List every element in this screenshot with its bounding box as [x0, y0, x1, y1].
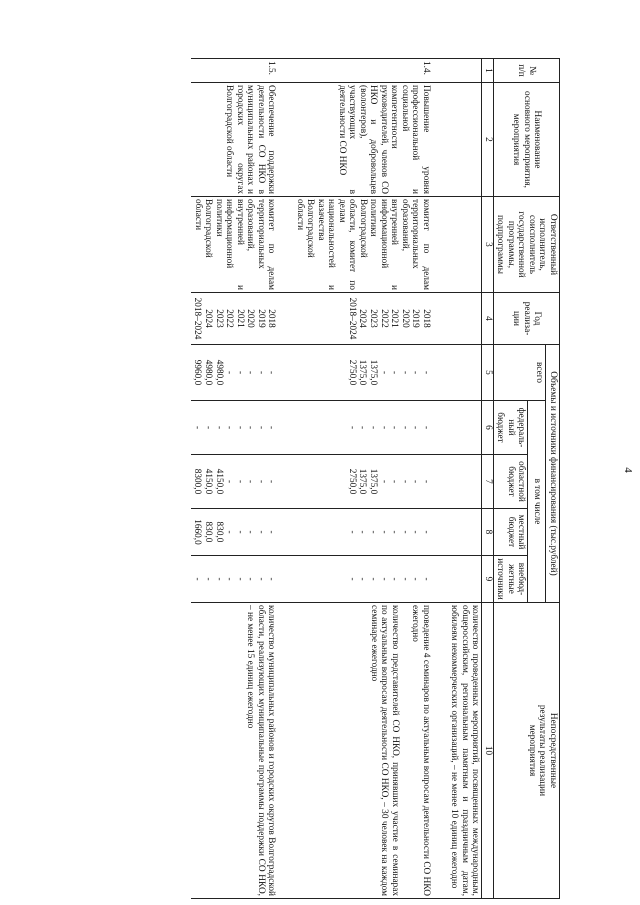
col-number: 9: [482, 556, 494, 603]
value-cell: -: [399, 479, 410, 484]
value-cell: -: [224, 530, 235, 534]
year-cell: 2021: [234, 309, 245, 328]
value-cell: -: [234, 370, 245, 375]
value-cell: -: [378, 479, 389, 484]
value-cell: -: [346, 530, 357, 534]
value-cell: -: [389, 370, 400, 375]
result-text: количество представителей СО НКО, принявших участие в семинарах по актуальным вопросам деятельности СО НКО, – 30 человек на каждом семинаре ежегодно: [369, 605, 400, 897]
value-cell: 830,0: [202, 521, 213, 543]
value-cell: 830,0: [213, 521, 224, 543]
value-cell: 1660,0: [192, 519, 203, 545]
value-cell: -: [213, 577, 224, 581]
value-cell: -: [192, 425, 203, 430]
year-cell: 2018–2024: [346, 297, 357, 340]
header-local: местный бюджет: [494, 509, 529, 556]
value-cell: -: [245, 530, 256, 534]
value-cell: -: [368, 530, 379, 534]
row-result: [191, 603, 278, 899]
value-cell: -: [255, 370, 266, 375]
program-table: [191, 58, 560, 899]
value-cell: -: [245, 425, 256, 430]
value-cell: -: [410, 577, 421, 581]
col-number: 3: [482, 197, 494, 293]
value-cell: -: [410, 530, 421, 534]
value-cell: -: [421, 370, 431, 375]
value-cell: -: [399, 530, 410, 534]
column-number-row: [482, 59, 494, 899]
row-num: 1.5.: [191, 59, 278, 83]
row-regional: [191, 455, 278, 509]
prev-result: количество проведенных мероприятий, посвященных международным, общероссийским, региональным памятным и праздничным датам, юбилеям некоммерческих организаций, – не менее 10 единиц ежегодно: [448, 603, 482, 899]
year-cell: 2019: [255, 309, 266, 328]
year-cell: 2024: [357, 309, 368, 328]
value-cell: -: [224, 479, 235, 484]
value-cell: 1375,0: [368, 359, 379, 386]
header-num: № п/п: [494, 59, 560, 83]
year-cell: 2023: [213, 309, 224, 328]
year-cell: 2022: [224, 309, 235, 328]
row-local: [294, 509, 433, 556]
value-cell: -: [234, 577, 245, 581]
value-cell: -: [202, 577, 213, 581]
value-cell: 4980,0: [213, 359, 224, 386]
value-cell: -: [357, 577, 368, 581]
value-cell: 4150,0: [213, 468, 224, 495]
row-extra: [191, 556, 278, 603]
year-cell: 2020: [245, 309, 256, 328]
value-cell: -: [234, 479, 245, 484]
table-row: [294, 59, 433, 899]
value-cell: -: [368, 577, 379, 581]
value-cell: -: [357, 425, 368, 430]
value-cell: -: [378, 577, 389, 581]
row-years: [191, 293, 278, 345]
header-funding: Объемы и источники финансирования (тыс.рублей): [546, 345, 560, 603]
value-cell: -: [224, 577, 235, 581]
col-number: 1: [482, 59, 494, 83]
value-cell: -: [389, 479, 400, 484]
header-result: Непосредственные результаты реализации мероприятия: [494, 603, 560, 899]
row-total: [294, 345, 433, 401]
value-cell: -: [224, 425, 235, 430]
header-regional: областной бюджет: [494, 455, 529, 509]
col-number: 8: [482, 509, 494, 556]
value-cell: -: [245, 479, 256, 484]
header-incl: в том числе: [528, 401, 546, 603]
header-total: всего: [494, 345, 547, 401]
header-extra: внебюд- жетные источники: [494, 556, 529, 603]
row-federal: [294, 401, 433, 455]
row-result: [294, 603, 433, 899]
header-federal: федераль- ный бюджет: [494, 401, 529, 455]
year-cell: 2018–2024: [192, 297, 203, 340]
row-regional: [294, 455, 433, 509]
value-cell: -: [399, 425, 410, 430]
value-cell: 1375,0: [357, 468, 368, 495]
value-cell: -: [410, 370, 421, 375]
value-cell: -: [421, 577, 431, 581]
value-cell: -: [357, 530, 368, 534]
year-cell: 2018: [421, 309, 431, 328]
value-cell: -: [378, 530, 389, 534]
row-name: Повышение уровня профессиональной и социальной компетентности руководителей, членов СО НКО и добровольцев (волонтеров), участвующих в деятельности СО НКО: [294, 83, 433, 197]
header-year: Год реализа- ции: [494, 293, 560, 345]
value-cell: 1375,0: [368, 468, 379, 495]
value-cell: -: [192, 577, 203, 581]
value-cell: -: [346, 577, 357, 581]
row-executor: комитет по делам территориальных образований, внутренней и информационной политики Волгоградской области: [191, 197, 278, 293]
value-cell: 1375,0: [357, 359, 368, 386]
value-cell: -: [255, 577, 266, 581]
header-name: Наименование основного мероприятия, мероприятия: [494, 83, 560, 197]
row-local: [191, 509, 278, 556]
col-number: 4: [482, 293, 494, 345]
value-cell: -: [255, 479, 266, 484]
value-cell: 4980,0: [202, 359, 213, 386]
value-cell: -: [213, 425, 224, 430]
result-text: проведение 4 семинаров по актуальным вопросам деятельности СО НКО ежегодно: [410, 605, 431, 897]
value-cell: 4150,0: [202, 468, 213, 495]
year-cell: 2019: [410, 309, 421, 328]
result-text: количество муниципальных районов и городских округов Волгоградской области, реализующих муниципальные программы поддержки СО НКО, – не менее 15 единиц ежегодно: [245, 605, 277, 897]
year-cell: 2022: [378, 309, 389, 328]
year-cell: 2018: [266, 309, 277, 328]
value-cell: 2750,0: [346, 468, 357, 495]
value-cell: -: [421, 479, 431, 484]
year-cell: 2021: [389, 309, 400, 328]
value-cell: -: [399, 370, 410, 375]
row-executor: комитет по делам территориальных образований, внутренней и информационной политики Волгоградской области, комитет по делам национальностей и казачества Волгоградской области: [294, 197, 433, 293]
value-cell: -: [346, 425, 357, 430]
row-num: 1.4.: [294, 59, 433, 83]
value-cell: -: [202, 425, 213, 430]
year-cell: 2020: [399, 309, 410, 328]
value-cell: -: [224, 370, 235, 375]
value-cell: -: [389, 530, 400, 534]
value-cell: -: [245, 577, 256, 581]
year-cell: 2023: [368, 309, 379, 328]
row-extra: [294, 556, 433, 603]
value-cell: -: [266, 370, 277, 375]
row-years: [294, 293, 433, 345]
value-cell: 8300,0: [192, 468, 203, 495]
col-number: 2: [482, 83, 494, 197]
page-number: 4: [622, 467, 634, 473]
row-federal: [191, 401, 278, 455]
value-cell: -: [266, 479, 277, 484]
table-row: [191, 59, 278, 899]
value-cell: -: [399, 577, 410, 581]
row-total: [191, 345, 278, 401]
col-number: 6: [482, 401, 494, 455]
value-cell: -: [421, 425, 431, 430]
table-row-continuation: [448, 59, 482, 899]
value-cell: 2750,0: [346, 359, 357, 386]
value-cell: -: [389, 577, 400, 581]
value-cell: -: [266, 425, 277, 430]
value-cell: -: [245, 370, 256, 375]
value-cell: -: [266, 530, 277, 534]
value-cell: -: [421, 530, 431, 534]
value-cell: -: [255, 530, 266, 534]
year-cell: 2024: [202, 309, 213, 328]
value-cell: -: [378, 425, 389, 430]
value-cell: -: [410, 425, 421, 430]
col-number: 7: [482, 455, 494, 509]
value-cell: -: [389, 425, 400, 430]
value-cell: -: [234, 425, 245, 430]
value-cell: -: [266, 577, 277, 581]
col-number: 10: [482, 603, 494, 899]
col-number: 5: [482, 345, 494, 401]
value-cell: 9960,0: [192, 359, 203, 386]
value-cell: -: [255, 425, 266, 430]
row-name: Обеспечение поддержки деятельности СО НКО в муниципальных районах и городских округах Волгоградской области: [191, 83, 278, 197]
value-cell: -: [234, 530, 245, 534]
value-cell: -: [410, 479, 421, 484]
value-cell: -: [378, 370, 389, 375]
value-cell: -: [368, 425, 379, 430]
header-executor: Ответственный исполнитель, соисполнитель государственной программы, подпрограммы: [494, 197, 560, 293]
